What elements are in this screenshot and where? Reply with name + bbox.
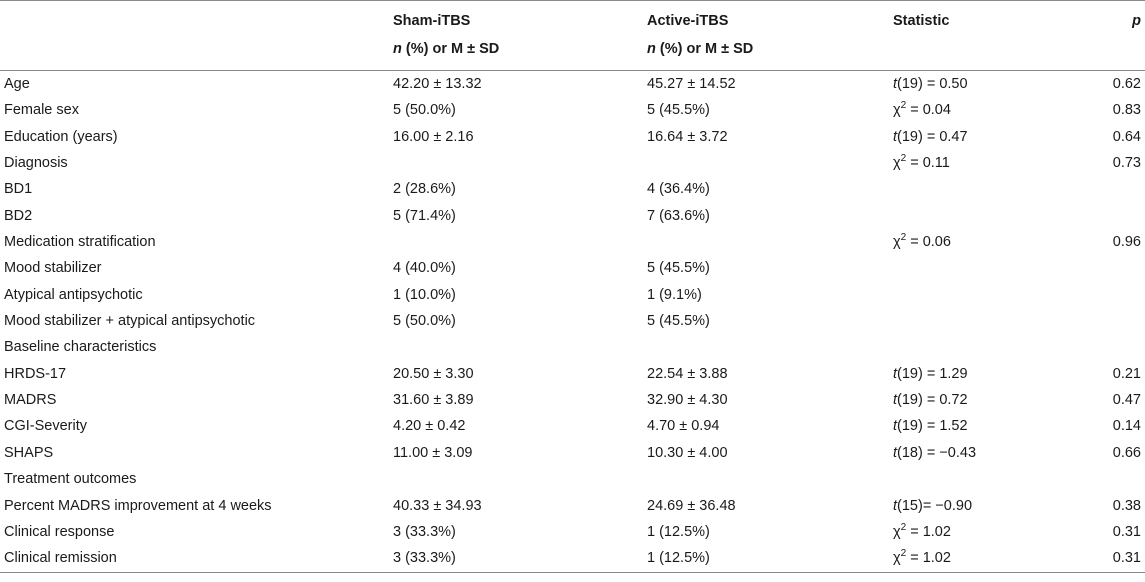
header-p: p [1085, 1, 1145, 39]
table-header [0, 1, 1145, 71]
cell-sham [393, 334, 647, 360]
row-label: Age [4, 76, 30, 92]
row-label: Treatment outcomes [4, 471, 137, 488]
chi-square-superscript: 2 [900, 153, 907, 165]
cell-sham: 1 (10.0%) [393, 286, 456, 303]
table-row [0, 440, 1145, 466]
cell-active [647, 229, 893, 255]
cell-sham: 4 (40.0%) [393, 260, 456, 277]
cell-p-value [1085, 334, 1145, 360]
row-label: MADRS [4, 392, 57, 409]
header-sham: Sham-iTBS [393, 1, 647, 39]
cell-statistic: $\chi^2 = 0.06$ [893, 232, 951, 251]
cell-active: 1 (12.5%) [647, 523, 710, 540]
cell-p-value: 0.47 [1112, 392, 1141, 409]
table-row [0, 176, 1145, 202]
cell-p-value [1085, 466, 1145, 492]
cell-statistic: t(19) = 1.29 [893, 365, 968, 382]
cell-p-value: 0.96 [1112, 234, 1141, 251]
cell-sham: 11.00 ± 3.09 [393, 444, 473, 461]
cell-statistic [893, 176, 1085, 202]
row-label: Baseline characteristics [4, 339, 157, 356]
cell-active [647, 466, 893, 492]
cell-statistic [893, 282, 1085, 308]
cell-sham: 42.20 ± 13.32 [393, 76, 482, 92]
header-row [0, 1, 1145, 39]
table-row [0, 255, 1145, 281]
cell-p-value: 0.66 [1112, 444, 1141, 461]
row-label: Clinical response [4, 523, 115, 540]
cell-active: 1 (9.1%) [647, 286, 702, 303]
cell-active: 5 (45.5%) [647, 102, 710, 119]
cell-statistic: $\chi^2 = 1.02$ [893, 521, 951, 540]
cell-active: 24.69 ± 36.48 [647, 497, 736, 514]
cell-sham [393, 229, 647, 255]
cell-active: 7 (63.6%) [647, 207, 710, 224]
table-row [0, 150, 1145, 176]
row-label: SHAPS [4, 444, 54, 461]
cell-p-value: 0.73 [1112, 155, 1141, 172]
table-body [0, 71, 1145, 573]
table-row [0, 229, 1145, 255]
cell-active: 10.30 ± 4.00 [647, 444, 728, 461]
cell-statistic: $\chi^2 = 1.02$ [893, 545, 1085, 572]
cell-active [647, 334, 893, 360]
table-row [0, 124, 1145, 150]
cell-sham: 5 (50.0%) [393, 102, 456, 119]
chi-square-superscript: 2 [900, 548, 907, 560]
table-row [0, 71, 1145, 98]
header-subrow [0, 38, 1145, 71]
cell-active: 4 (36.4%) [647, 181, 710, 198]
row-label: Mood stabilizer + atypical antipsychotic [4, 313, 256, 330]
cell-sham: 3 (33.3%) [393, 545, 647, 572]
cell-p-value: 0.83 [1112, 102, 1141, 119]
row-label: Mood stabilizer [4, 260, 102, 277]
row-label: Atypical antipsychotic [4, 286, 143, 303]
cell-active [647, 150, 893, 176]
cell-active: 5 (45.5%) [647, 260, 710, 277]
cell-p-value [1085, 308, 1145, 334]
cell-statistic [893, 203, 1085, 229]
row-label: BD1 [4, 181, 33, 198]
cell-sham: 4.20 ± 0.42 [393, 418, 466, 435]
cell-statistic: t(18) = −0.43 [893, 444, 977, 461]
table-row [0, 308, 1145, 334]
cell-sham: 31.60 ± 3.89 [393, 392, 474, 409]
cell-active: 45.27 ± 14.52 [647, 76, 736, 92]
header-active-units: n (%) or M ± SD [647, 38, 893, 71]
row-label: Percent MADRS improvement at 4 weeks [4, 497, 272, 514]
row-label: Female sex [4, 102, 79, 119]
cell-statistic: t(19) = 1.52 [893, 418, 968, 435]
cell-p-value: 0.14 [1112, 418, 1141, 435]
cell-sham: 3 (33.3%) [393, 523, 456, 540]
cell-statistic: $\chi^2 = 0.11$ [893, 153, 950, 172]
cell-sham: 20.50 ± 3.30 [393, 365, 474, 382]
row-label: Diagnosis [4, 155, 68, 172]
chi-square-superscript: 2 [900, 521, 907, 533]
chi-square-superscript: 2 [900, 100, 907, 112]
cell-p-value [1085, 255, 1145, 281]
table-row [0, 413, 1145, 439]
row-label: BD2 [4, 207, 33, 224]
table-row [0, 387, 1145, 413]
cell-active: 22.54 ± 3.88 [647, 365, 728, 382]
table-row [0, 97, 1145, 123]
cell-active: 5 (45.5%) [647, 313, 710, 330]
table-row [0, 282, 1145, 308]
row-label: Education (years) [4, 128, 118, 145]
row-label: Clinical remission [0, 545, 393, 572]
table-row [0, 203, 1145, 229]
cell-sham: 40.33 ± 34.93 [393, 497, 482, 514]
row-label: CGI-Severity [4, 418, 87, 435]
cell-p-value: 0.31 [1085, 545, 1145, 572]
cell-statistic: t(15)= −0.90 [893, 497, 973, 514]
cell-active: 32.90 ± 4.30 [647, 392, 728, 409]
row-label: Medication stratification [4, 234, 156, 251]
cell-p-value [1085, 203, 1145, 229]
cell-statistic [893, 308, 1085, 334]
header-sham-units: n (%) or M ± SD [393, 38, 647, 71]
cell-statistic [893, 466, 1085, 492]
cell-active: 4.70 ± 0.94 [647, 418, 720, 435]
cell-p-value [1085, 282, 1145, 308]
table-row [0, 334, 1145, 360]
table-row [0, 466, 1145, 492]
table-row [0, 519, 1145, 545]
row-label: HRDS-17 [4, 365, 67, 382]
table-row [0, 493, 1145, 519]
cell-statistic: $\chi^2 = 0.04$ [893, 100, 951, 119]
cell-p-value: 0.21 [1112, 365, 1141, 382]
cell-sham: 16.00 ± 2.16 [393, 128, 474, 145]
cell-sham [393, 466, 647, 492]
table-row [0, 361, 1145, 387]
cell-p-value: 0.38 [1112, 497, 1141, 514]
cell-sham: 5 (50.0%) [393, 313, 456, 330]
header-blank [0, 1, 393, 39]
chi-square-superscript: 2 [900, 232, 907, 244]
cell-statistic [893, 334, 1085, 360]
cell-p-value [1085, 176, 1145, 202]
table-row [0, 545, 1145, 572]
cell-p-value: 0.62 [1112, 76, 1141, 92]
cell-statistic: t(19) = 0.72 [893, 392, 968, 409]
header-active: Active-iTBS [647, 1, 893, 39]
header-statistic: Statistic [893, 1, 1085, 39]
cell-sham: 2 (28.6%) [393, 181, 456, 198]
cell-sham: 5 (71.4%) [393, 207, 456, 224]
cell-statistic [893, 255, 1085, 281]
cell-p-value: 0.64 [1112, 128, 1141, 145]
cell-sham [393, 150, 647, 176]
cell-active: 16.64 ± 3.72 [647, 128, 728, 145]
cell-statistic: t(19) = 0.50 [893, 76, 968, 92]
cell-active: 1 (12.5%) [647, 545, 893, 572]
cell-p-value: 0.31 [1112, 523, 1141, 540]
cell-statistic: t(19) = 0.47 [893, 128, 968, 145]
